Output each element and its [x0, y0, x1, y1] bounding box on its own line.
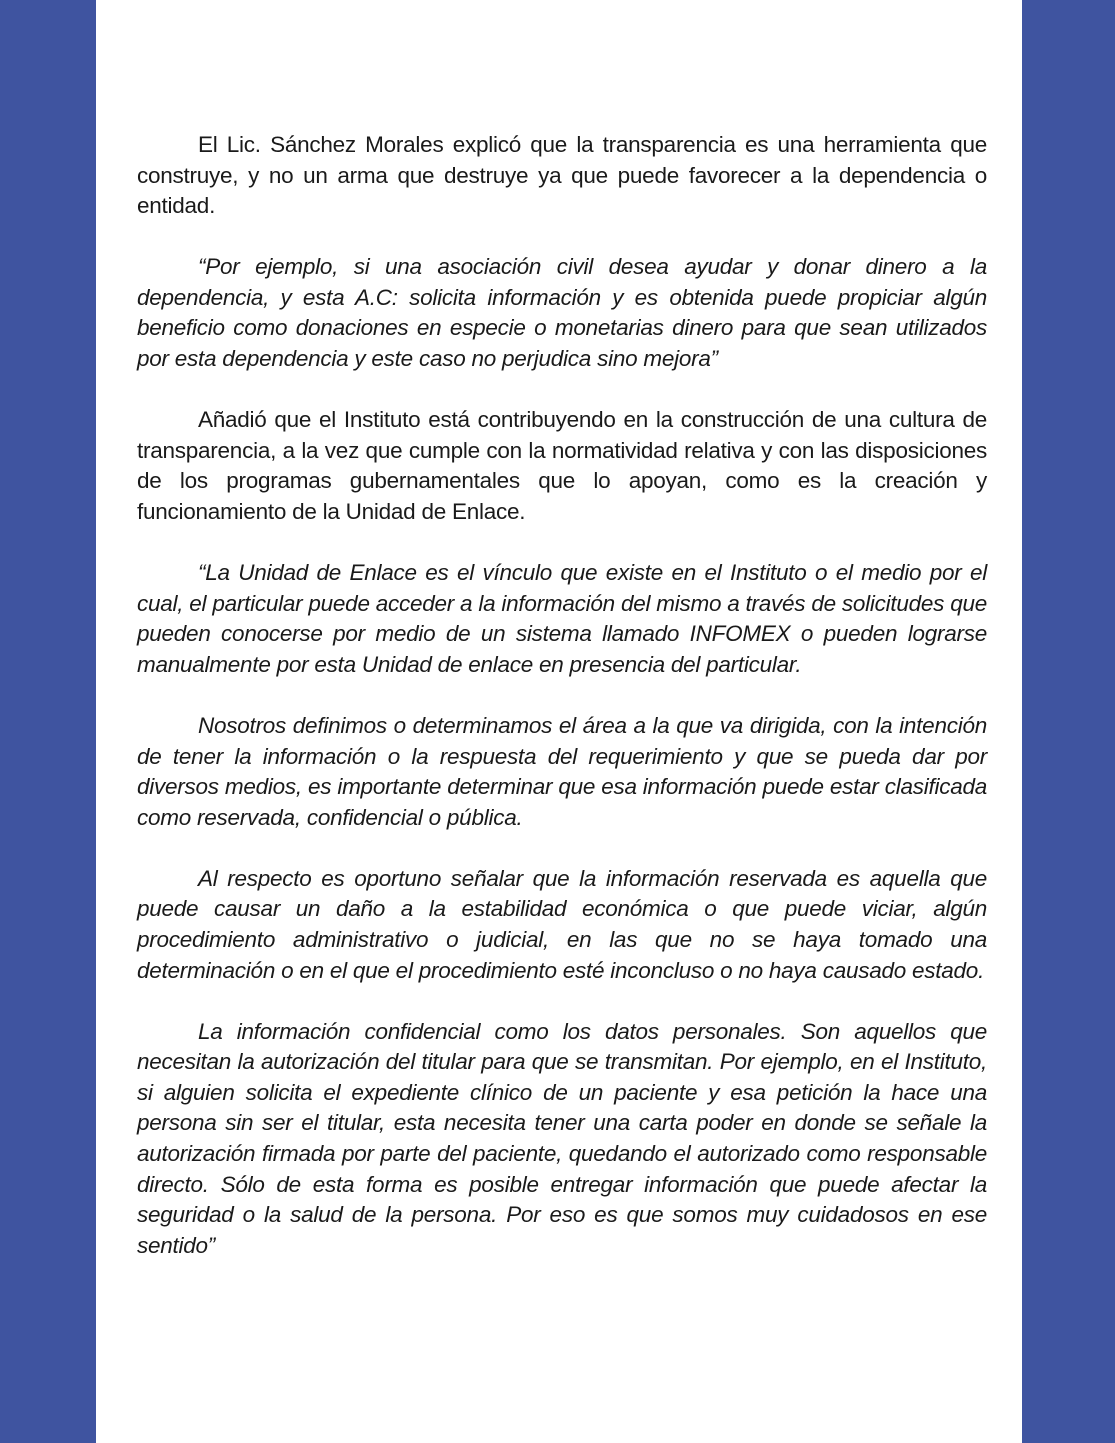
text-column — [137, 130, 987, 1292]
right-border-band — [1022, 0, 1115, 1443]
paragraph-transparency-tool: El Lic. Sánchez Morales explicó que la transparencia es una herramienta que construye, y no un arma que destruye ya que puede favorecer a la dependencia o entidad. — [137, 132, 987, 219]
paragraph-quote-liaison-unit: “La Unidad de Enlace es el vínculo que existe en el Instituto o el medio por el cual, el particular puede acceder a la información del mismo a través de solicitudes que pueden conocerse por medio de un sistema llamado INFOMEX o pueden lograrse manualmente por esta Unidad de enlace en presencia del particular. — [137, 560, 987, 677]
paragraph-quote-donation-example: “Por ejemplo, si una asociación civil desea ayudar y donar dinero a la dependencia, y esta A.C: solicita información y es obtenida puede propiciar algún beneficio como donaciones en especie o monetarias dinero para que sean utilizados por esta dependencia y este caso no perjudica sino mejora” — [137, 254, 987, 372]
paragraph-quote-reserved-information: Al respecto es oportuno señalar que la información reservada es aquella que puede causar un daño a la estabilidad económica o que puede viciar, algún procedimiento administrativo o judicial, en las que no se haya tomado una determinación o en el que el procedimiento esté inconcluso o no haya causado estado. — [137, 865, 987, 983]
paragraph-quote-area-definition: Nosotros definimos o determinamos el área a la que va dirigida, con la intención de tener la información o la respuesta del requerimiento y que se pueda dar por diversos medios, es importante determinar que esa información puede estar clasificada como reservada, confidencial o pública. — [137, 712, 987, 830]
paragraph-institute-culture: Añadió que el Instituto está contribuyendo en la construcción de una cultura de transparencia, a la vez que cumple con la normatividad relativa y con las disposiciones de los programas gubernamentales que lo apoyan, como es la creación y funcionamiento de la Unidad de Enlace. — [137, 407, 987, 524]
document-page — [96, 0, 1022, 1443]
left-border-band — [0, 0, 96, 1443]
paragraph-quote-confidential-information: La información confidencial como los datos personales. Son aquellos que necesitan la autorización del titular para que se transmitan. Por ejemplo, en el Instituto, si alguien solicita el expediente clínico de un paciente y esa petición la hace una persona sin ser el titular, esta necesita tener una carta poder en donde se señale la autorización firmada por parte del paciente, quedando el autorizado como responsable directo. Sólo de esta forma es posible entregar información que puede afectar la seguridad o la salud de la persona. Por eso es que somos muy cuidadosos en ese sentido” — [137, 1018, 987, 1258]
